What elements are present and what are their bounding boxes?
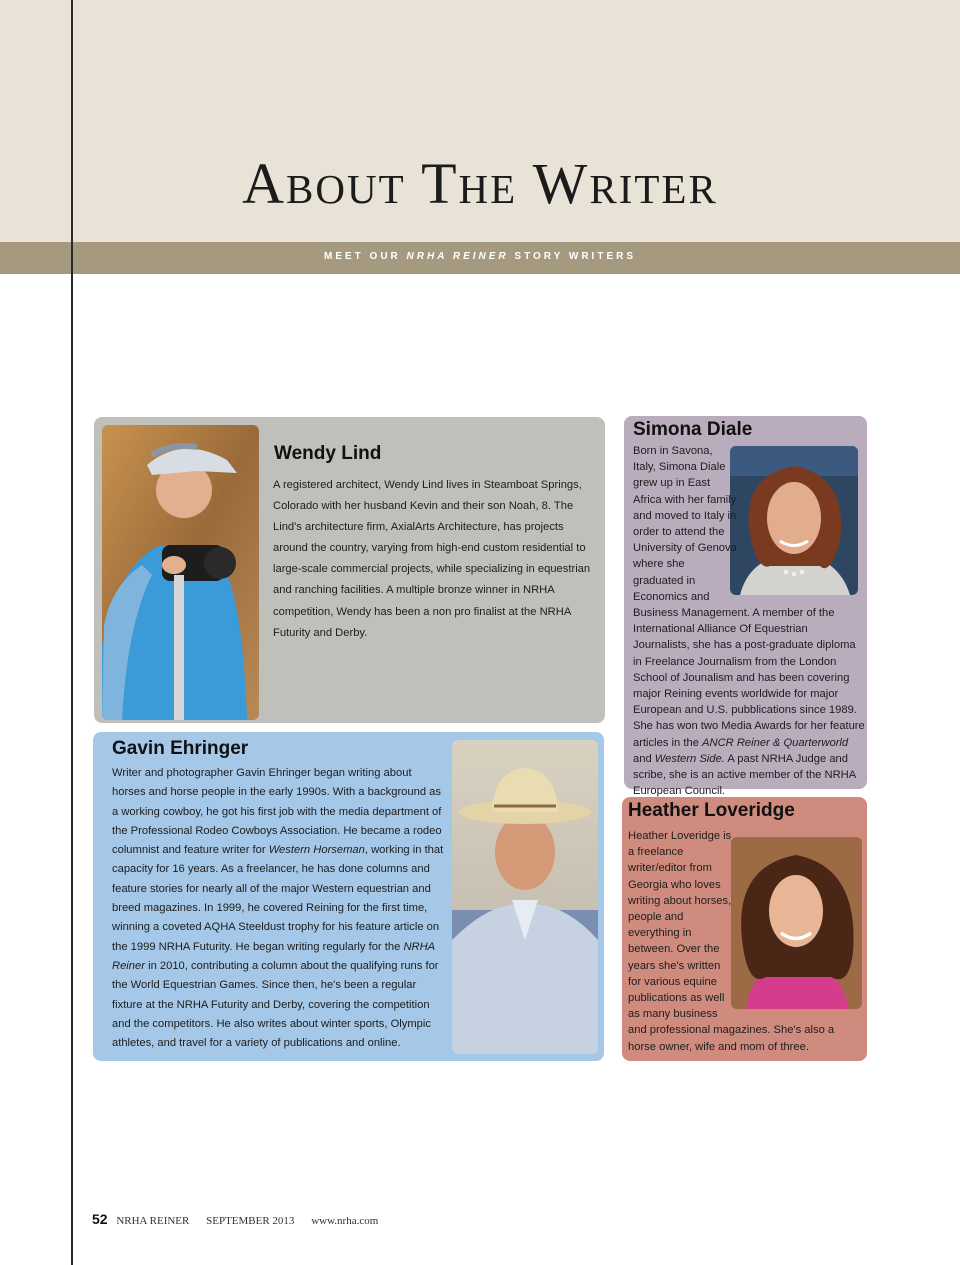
writer-card-gavin-ehringer [93,732,604,1061]
heather-bio-text: Heather Loveridge is a freelance writer/editor from Georgia who loves writing about horses, people and everything in between. Over the years she's written for various equine publications as well as many business and professional magazines. She's also a horse owner, wife and mom of three. [628,830,835,1053]
page-number: 52 [92,1211,108,1227]
simona-photo-spacer [737,443,866,595]
page-footer [92,1211,378,1227]
gavin-bio-publication-2: NRHA Reiner [112,940,435,972]
heather-loveridge-name: Heather Loveridge [628,800,795,821]
simona-bio-part-1: Born in Savona, Italy, Simona Diale grew up in East Africa with her family and moved to Italy in order to attend the University of Genova where she graduated in Economics and Business Management. A member of the International Alliance Of Equestrian Journalists, she has a post-graduate diploma in Freelance Journalism from the London School of Jounalism and has been covering major Reining events worldwide for major European and U.S. pubblications since 1989. She has won two Media Awards for her feature articles in the [633,445,865,749]
page-subtitle [0,251,960,262]
gavin-bio-part-3: in 2010, contributing a column about the qualifying runs for the World Equestrian Games. Since then, he's been a regular fixture at the NRHA Futurity and Derby, covering the competition and the competitors. He also writes about winter sports, Olympic athletes, and travel for a variety of publications and online. [112,959,439,1050]
writer-card-wendy-lind [94,417,605,723]
gavin-bio-part-2: , working in that capacity for 16 years. As a freelancer, he has done columns and feature stories for nearly all of the major Western equestrian and breed magazines. In 1999, he covered Reining for the first time, winning a coveted AQHA Steeldust trophy for his feature article on the 1999 NRHA Futurity. He began writing regularly for the [112,844,444,953]
gavin-bio-publication-1: Western Horseman [268,844,365,857]
wendy-lind-bio: A registered architect, Wendy Lind lives in Steamboat Springs, Colorado with her husband Kevin and their son Noah, 8. The Lind's architecture firm, AxialArts Architecture, has projects around the country, varying from high-end custom residential to large-scale commercial projects, while specializing in equestrian and ranching facilities. A multiple bronze winner in NRHA competition, Wendy has been a non pro finalist at the NRHA Futurity and Derby. [273,479,591,639]
subtitle-text-end: STORY WRITERS [508,251,637,262]
gavin-ehringer-photo [452,740,598,1054]
heather-photo-spacer [734,828,862,1011]
gavin-ehringer-bio [112,764,445,1053]
wendy-lind-photo [102,425,259,720]
heather-loveridge-bio [628,828,862,1055]
simona-diale-name: Simona Diale [633,419,753,440]
footer-website: www.nrha.com [311,1215,379,1227]
simona-bio-publication-1: ANCR Reiner & Quarterworld [702,736,849,749]
simona-diale-bio [633,443,866,799]
gavin-bio-part-1: Writer and photographer Gavin Ehringer began writing about horses and horse people in the early 1990s. With a background as a working cowboy, he got his first job with the media department of the Professional Rodeo Cowboys Association. He became a rodeo columnist and feature writer for [112,767,442,857]
writer-card-heather-loveridge [622,797,867,1061]
footer-issue: SEPTEMBER 2013 [206,1215,295,1227]
subtitle-publication: NRHA REINER [406,251,509,262]
simona-bio-publication-2: Western Side. [654,752,725,765]
gavin-ehringer-name: Gavin Ehringer [112,738,249,759]
wendy-lind-name: Wendy Lind [274,443,382,464]
page-title: About The Writer [242,151,718,216]
subtitle-text: MEET OUR [323,251,407,262]
writer-card-simona-diale [624,416,867,798]
simona-bio-part-2: and [633,752,655,765]
simona-bio-part-3: A past NRHA Judge and scribe, she is an active member of the NRHA European Council. [633,752,856,798]
footer-publication: NRHA REINER [116,1215,190,1227]
